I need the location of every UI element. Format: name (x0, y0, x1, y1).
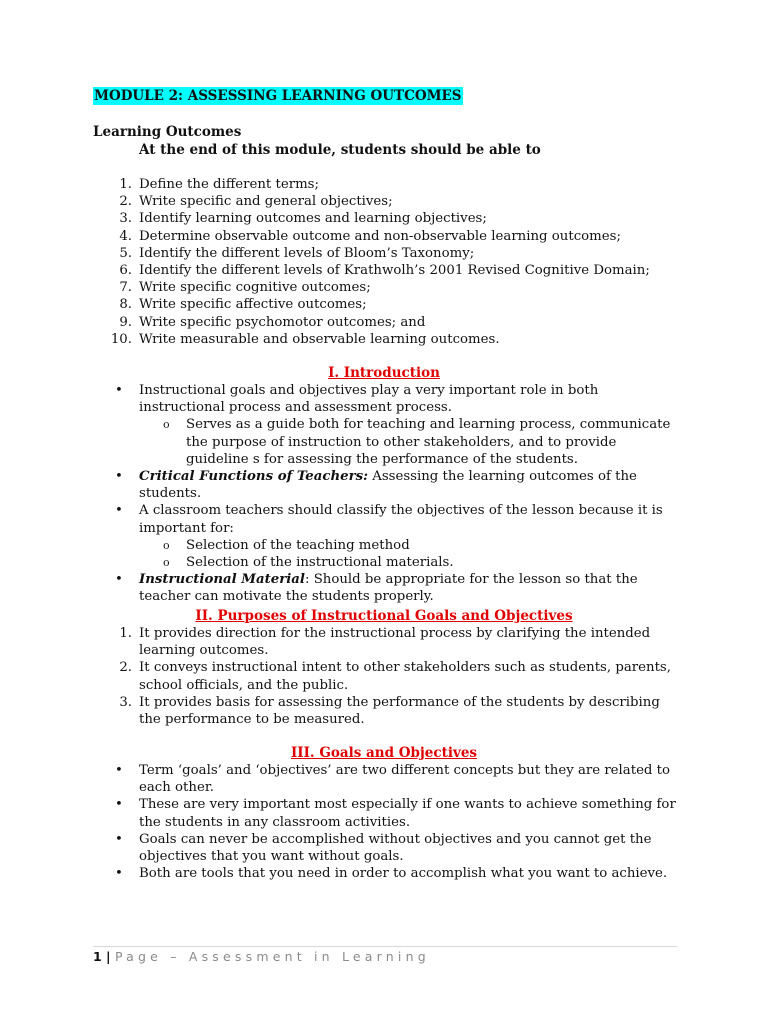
sub-list (139, 537, 680, 571)
bullet-icon: • (115, 797, 123, 813)
list-item (110, 865, 680, 882)
bullet-icon: • (115, 383, 123, 398)
sub-list (139, 416, 680, 468)
list-text: Term ‘goals’ and ‘objectives’ are two different concepts but they are related to each other. (139, 763, 671, 796)
section-title-introduction: I. Introduction (328, 365, 440, 381)
introduction-bullets (110, 382, 680, 606)
list-item (110, 659, 680, 693)
list-text: Goals can never be accomplished without objectives and you cannot get the objectives that you want without goals. (139, 831, 652, 865)
list-item (110, 762, 680, 796)
list-number: 1. (119, 626, 132, 641)
list-text: Write specific psychomotor outcomes; and (139, 314, 426, 330)
circle-bullet-icon: o (163, 556, 170, 570)
bullet-icon: • (115, 866, 123, 882)
term-label: Instructional Material (139, 572, 305, 588)
section-title-purposes: II. Purposes of Instructional Goals and Objectives (195, 608, 573, 624)
page-footer (93, 948, 430, 965)
list-number: 2. (119, 660, 132, 676)
bullet-icon: • (115, 831, 123, 847)
list-text: Instructional goals and objectives play a very important role in both instructional process and assessment process. (139, 383, 599, 416)
list-text: It provides basis for assessing the performance of the students by describing the performance to be measured. (139, 694, 660, 728)
list-item (110, 625, 680, 659)
goals-bullets (110, 762, 680, 882)
list-text: It provides direction for the instructional process by clarifying the intended learning outcomes. (139, 626, 651, 659)
list-text: Write specific and general objectives; (139, 194, 393, 210)
circle-bullet-icon: o (163, 538, 170, 552)
learning-outcomes-intro: At the end of this module, students should be able to (139, 142, 541, 158)
list-item (110, 694, 680, 728)
list-text: Both are tools that you need in order to accomplish what you want to achieve. (139, 866, 668, 882)
list-number: 2. (119, 194, 132, 210)
list-text: It conveys instructional intent to other stakeholders such as students, parents, school officials, and the public. (139, 660, 671, 693)
list-text: Write measurable and observable learning outcomes. (139, 331, 500, 347)
list-number: 9. (119, 314, 132, 330)
section-title-goals-objectives: III. Goals and Objectives (290, 745, 478, 761)
bullet-icon: • (115, 572, 123, 588)
list-number: 7. (119, 280, 132, 296)
term-label: Critical Functions of Teachers: (139, 469, 368, 485)
bullet-icon: • (115, 469, 123, 485)
list-text: : Should be appropriate for the lesson so that the teacher can motivate the students properly. (139, 572, 638, 605)
list-number: 5. (119, 245, 132, 261)
list-item (110, 176, 680, 193)
list-item (110, 382, 680, 468)
list-number: 8. (119, 297, 132, 313)
list-text: A classroom teachers should classify the objectives of the lesson because it is important for: (139, 503, 663, 536)
module-title: MODULE 2: ASSESSING LEARNING OUTCOMES (94, 88, 462, 104)
list-number: 10. (110, 331, 132, 347)
list-item (110, 193, 680, 210)
list-item (110, 296, 680, 313)
list-item (139, 416, 680, 468)
learning-outcomes-list (110, 176, 680, 348)
list-item (139, 537, 680, 554)
list-item (110, 228, 680, 245)
list-item (110, 571, 680, 605)
list-item (110, 314, 680, 331)
footer-separator: | (101, 949, 115, 964)
list-item (110, 210, 680, 227)
list-item (110, 331, 680, 348)
list-item (139, 554, 680, 571)
list-item (110, 831, 680, 865)
list-number: 4. (119, 228, 132, 244)
purposes-list (110, 625, 680, 728)
list-item (110, 796, 680, 830)
list-text: Write specific affective outcomes; (139, 297, 367, 313)
list-item (110, 245, 680, 262)
list-number: 6. (119, 263, 132, 279)
bullet-icon: • (115, 503, 123, 519)
list-text: These are very important most especially if one wants to achieve something for the students in any classroom activities. (139, 797, 676, 830)
list-text: Identify the different levels of Bloom’s Taxonomy; (139, 245, 475, 261)
footer-text: Page – Assessment in Learning (114, 949, 430, 964)
list-text: Assessing the learning outcomes of the students. (139, 469, 637, 502)
list-text: Identify learning outcomes and learning objectives; (139, 211, 487, 227)
footer-divider (93, 946, 677, 947)
circle-bullet-icon: o (163, 418, 170, 432)
list-text: Selection of the teaching method (186, 537, 410, 553)
list-text: Write specific cognitive outcomes; (139, 280, 371, 296)
list-text: Define the different terms; (139, 177, 319, 192)
list-text: Serves as a guide both for teaching and learning process, communicate the purpose of instruction to other stakeholders, and to provide guideline s for assessing the performance of the students. (186, 417, 671, 467)
bullet-icon: • (115, 763, 123, 778)
page-number: 1 (93, 949, 102, 964)
learning-outcomes-heading: Learning Outcomes (93, 124, 242, 140)
list-item (110, 279, 680, 296)
list-text: Selection of the instructional materials. (186, 555, 454, 571)
list-text: Determine observable outcome and non-observable learning outcomes; (139, 228, 621, 244)
list-item (110, 262, 680, 279)
list-number: 3. (119, 211, 132, 227)
list-text: Identify the different levels of Krathwolh’s 2001 Revised Cognitive Domain; (139, 263, 650, 279)
list-item (110, 502, 680, 571)
list-number: 1. (119, 177, 132, 192)
list-item (110, 468, 680, 502)
list-number: 3. (119, 694, 132, 710)
